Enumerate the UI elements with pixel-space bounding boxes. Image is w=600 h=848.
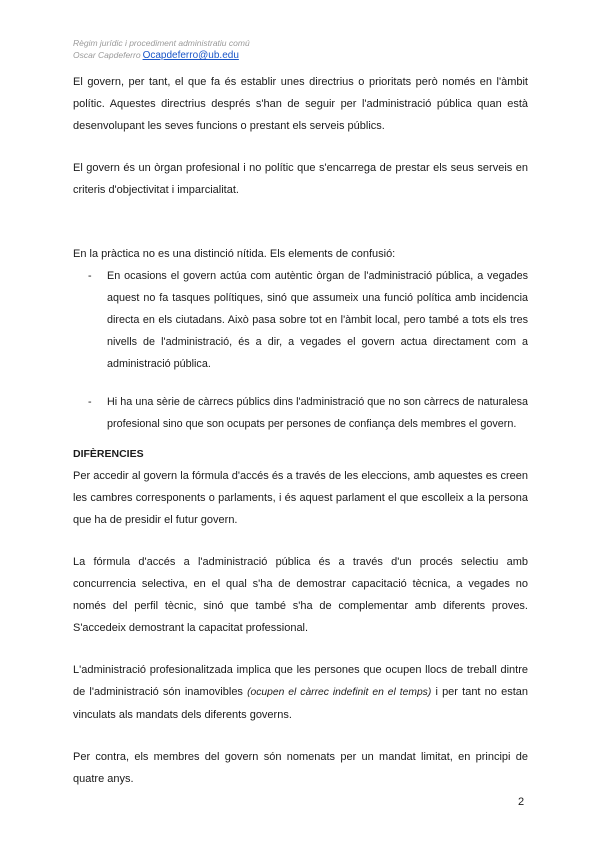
bullet-dash: -: [88, 396, 92, 408]
italic-note: (ocupen el càrrec indefinit en el temps): [247, 687, 432, 698]
page-number: 2: [518, 796, 525, 808]
header-author-line: [73, 49, 250, 62]
confusion-list: [73, 265, 528, 435]
paragraph: El govern és un òrgan profesional i no polític que s'encarrega de prestar els seus serveis en criteris d'objectivitat i imparcialitat.: [73, 162, 528, 196]
header-title: Règim jurídic i procediment administratiu comú: [73, 38, 250, 48]
list-item: [73, 391, 528, 435]
text-run: i per tant no estan vinculats als mandats dels diferents governs.: [73, 686, 528, 721]
list-item-text: Hi ha una sèrie de càrrecs públics dins l'administració que no son càrrecs de naturalesa profesional sino que son ocupats per persones de confiança dels membres el govern.: [107, 396, 528, 430]
bullet-dash: -: [88, 270, 92, 282]
paragraph: Per contra, els membres del govern són nomenats per un mandat limitat, en principi de quatre anys.: [73, 751, 528, 785]
paragraph: La fórmula d'accés a l'administració pública és a través d'un procés selectiu amb concurrencia selectiva, en el qual s'ha de demostrar capacitació tècnica, a vegades no només del perfil tècnic, sinó que també s'ha de complementar amb diferents proves. S'accedeix demostrant la capacitat professional.: [73, 556, 528, 634]
document-body: [73, 71, 528, 790]
text-run: L'administració profesionalitzada implica que les persones que ocupen llocs de treball dintre de l'administració són inamovibles: [73, 664, 528, 698]
list-item: [73, 265, 528, 375]
header-author: Oscar Capdeferro: [73, 50, 141, 60]
paragraph: En la pràctica no es una distinció nítida. Els elements de confusió:: [73, 248, 396, 260]
paragraph: Per accedir al govern la fórmula d'accés és a través de les eleccions, amb aquestes es creen les cambres corresponents o parlaments, i és aquest parlament el que escolleix a la persona que ha de presidir el futur govern.: [73, 470, 528, 526]
author-email-link[interactable]: Ocapdeferro@ub.edu: [142, 50, 239, 61]
list-item-text: En ocasions el govern actúa com autèntic òrgan de l'administració pública, a vegades aquest no fa tasques polítiques, sinó que assumeix una funció política amb incidencia directa en els ciutadans. Això pasa sobre tot en l'àmbit local, pero també a tots els tres nivells de l'administració, és a dir, a vegades el govern actua directament com a administració pública.: [107, 270, 528, 370]
paragraph: El govern, per tant, el que fa és establir unes directrius o prioritats però només en l'àmbit polític. Aquestes directrius després s'han de seguir per l'administració pública quan està desenvolupant les seves funcions o prestant els serveis públics.: [73, 76, 528, 132]
paragraph: [73, 659, 528, 726]
running-header: [73, 37, 250, 62]
section-heading: DIFÈRENCIES: [73, 448, 144, 460]
